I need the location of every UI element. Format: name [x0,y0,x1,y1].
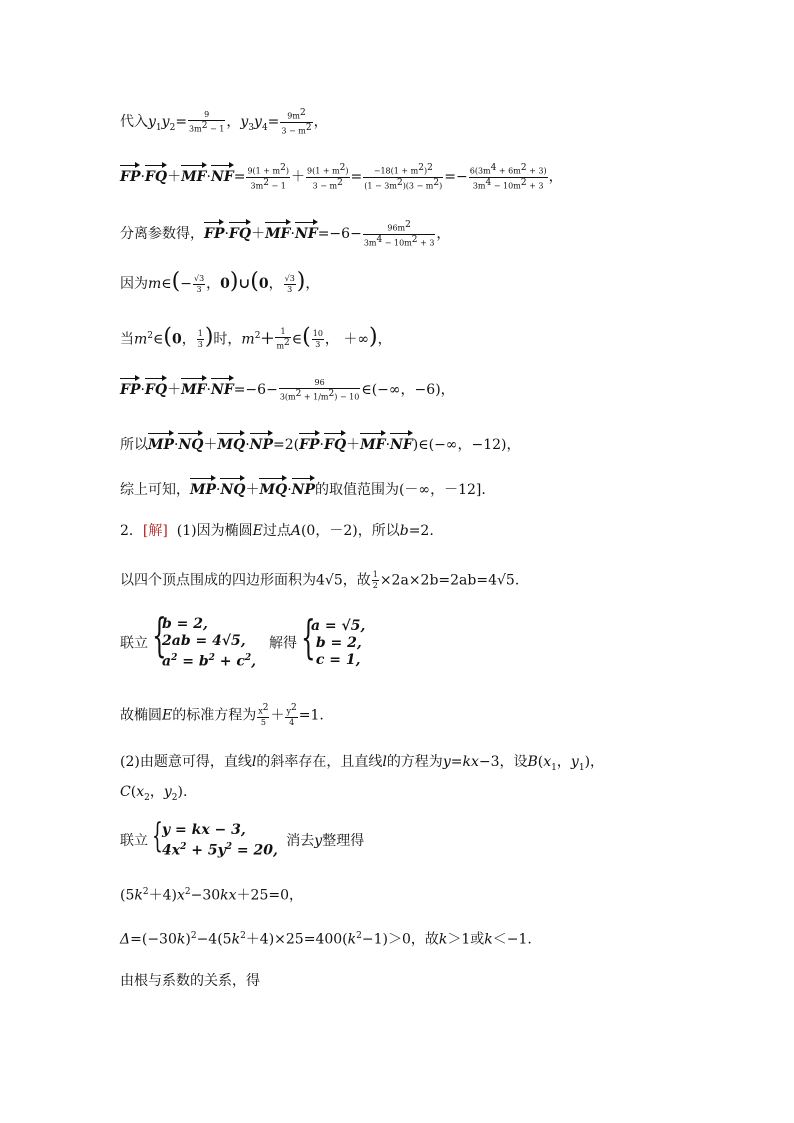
equation-system-solution: { a = √5, b = 2, c = 1, [300,609,366,668]
fraction: $\frac{1}{m^2}$ [276,327,290,351]
text-dairu: 代入 [120,114,148,131]
equation-system-line: { y = kx − 3, $4x^2 + 5y^2 = 20$, [152,816,278,859]
line-ellipse-eq: 故椭圆E的标准方程为 $\frac{x^2}{5}$ ＋ $\frac{y^2}{4}$ =1. [120,703,324,727]
fraction: $\frac{9(1 + m^2)}{3m^2 - 1}$ [247,163,289,191]
line-discriminant: $\Delta=(-30k)^2-4(5k^2+4)\times 25=400(k^2-1)>0$，故k＞1或k＜−1. [120,931,532,948]
fraction: $\frac{1}{2}$ [372,570,378,590]
line-area [120,570,700,591]
text-gu: ，故 [410,931,439,948]
line-quadratic: $(5k^2+4)x^2-30kx+25=0$， [120,887,303,904]
text-jiede: 解得 [268,635,297,652]
line-system-1 [120,608,700,670]
text-p1c: (0，－2)，所以 [300,523,400,539]
line-therefore: 所以MP·NQ＋MQ·NP=2(FP·FQ＋MF·NF)∈(−∞，−12)， [120,432,700,455]
text-yougen: 由根与系数的关系，得 [120,973,260,989]
line-point-c: $C(x_2$，$y_2$). [120,784,188,803]
fraction: $\frac{9}{3m^2 - 1}$ [189,109,225,134]
text-xiaoqu: 消去 [286,832,315,849]
text-p2c: 的方程为 [386,754,443,770]
text-fenli: 分离参数得， [120,226,204,243]
text-shi: 时， [213,331,242,348]
text-lianli-2: 联立 [120,832,148,849]
fraction: $\frac{9(1 + m^2)}{3 - m^2}$ [306,163,349,191]
text-dang: 当 [120,331,134,348]
fraction: $\frac{x^2}{5}$ [258,703,269,727]
fraction: $\frac{√3}{3}$ [193,273,205,294]
text-lianli: 联立 [120,635,148,652]
text-sige: 以四个顶点围成的四边形面积为4√5，故 [120,572,371,589]
text-biaozhun: 的标准方程为 [172,707,257,724]
text-p2d: ，设 [499,754,528,770]
line-vector-range: FP·FQ＋MF·NF=−6− $\frac{96}{3(m^2 + 1/m^2) - 10}$ ∈(−∞，−6)， [120,377,455,402]
text-sigeb: ×2a×2b=2ab=4√5. [379,572,520,589]
fraction: $\frac{1}{3}$ [197,329,203,350]
line-part-2: (2)由题意可得，直线l的斜率存在，且直线l的方程为y=kx−3，设$B(x_1$，$y_1$)， [120,754,605,773]
text-p2: (2)由题意可得，直线 [120,754,252,770]
line-problem-2: 2．[解] (1)因为椭圆E过点A(0，－2)，所以b=2. [120,523,434,539]
fraction: $\frac{9m^2}{3 - m^2}$ [281,108,312,136]
text-gutuoyuan: 故椭圆 [120,707,162,724]
fraction: $\frac{√3}{3}$ [284,273,295,294]
text-yinwei: 因为 [120,276,148,292]
fraction: $\frac{y^2}{4}$ [286,703,297,727]
line-vector-sum: FP·FQ＋MF·NF= $\frac{9(1 + m^2)}{3m^2 - 1}$ ＋ $\frac{9(1 + m^2)}{3 - m^2}$ = $\frac{-18(1 + m^2)^2}{(1 - 3m^2)(3 - m^2)}$ =− $\frac{6(3m^4 + 6m^2 + 3)}{3m^4 - 10m^2 + 3}$ ， [120,163,563,191]
text-huo: 或 [470,931,485,948]
fraction: $\frac{96}{3(m^2 + 1/m^2) - 10}$ [279,377,360,402]
text-p1d: =2. [408,523,434,539]
text-p2b: 的斜率存在，且直线 [256,754,383,770]
line-system-2: 联立 { y = kx − 3, $4x^2 + 5y^2 = 20$, 消去y整理得 [120,816,365,859]
fraction: $\frac{96m^2}{3m^4 - 10m^2 + 3}$ [363,220,435,248]
line-m2-range: 当$m^2\in(0$， $\frac{1}{3}$ )时，$m^2+$ $\frac{1}{m^2}$ ∈( $\frac{10}{3}$ ， ＋∞)， [120,324,392,351]
text-p1: (1)因为椭圆 [176,523,253,539]
line-m-range: 因为m∈(− $\frac{√3}{3}$ ，0)∪(0， $\frac{√3}{3}$ )， [120,269,320,294]
line-conclusion: 综上可知，MP·NQ＋MQ·NP的取值范围为(－∞，－12]. [120,477,700,500]
equation-system: { b = 2, 2ab = 4√5, $a^2 = b^2 + c^2$, [152,608,257,670]
text-quzhi: 的取值范围为(－∞，－12]. [314,482,486,498]
text-zongshang: 综上可知， [120,482,190,498]
problem-number: 2． [120,523,143,539]
text-p1b: 过点 [262,523,291,539]
fraction: $\frac{6(3m^4 + 6m^2 + 3)}{3m^4 - 10m^2 + 3}$ [469,163,547,191]
text-suoyi: 所以 [120,437,148,453]
fraction: $\frac{10}{3}$ [312,329,323,350]
text-zhengli: 整理得 [322,832,365,849]
line-substitution: 代入$y_1y_2=$ $\frac{9}{3m^2 - 1}$ ，$y_3y_4=$ $\frac{9m^2}{3 - m^2}$ ， [120,108,328,136]
line-vieta [120,971,700,991]
solution-tag: [解] [142,523,168,539]
line-separate-param: 分离参数得，FP·FQ＋MF·NF=−6− $\frac{96m^2}{3m^4 - 10m^2 + 3}$ ， [120,220,451,248]
fraction: $\frac{-18(1 + m^2)^2}{(1 - 3m^2)(3 - m^2)}$ [364,163,443,191]
